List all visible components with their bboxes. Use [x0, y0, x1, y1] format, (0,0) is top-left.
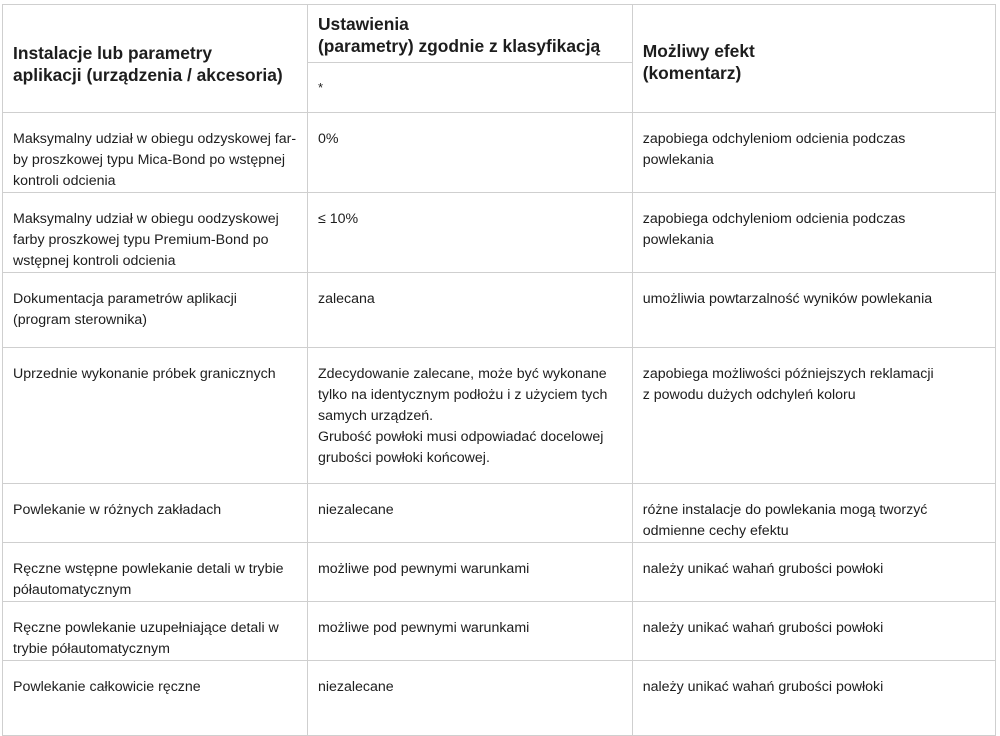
effect-cell — [632, 193, 995, 273]
setting-cell — [307, 193, 632, 273]
cell-line: należy unikać wahań grubości powłoki — [642, 679, 884, 695]
setting-cell — [307, 661, 632, 736]
header-setting-line: Ustawienia — [317, 14, 409, 34]
header-row-top — [3, 5, 996, 63]
param-cell — [3, 661, 308, 736]
header-effect-line: (komentarz) — [642, 62, 742, 83]
header-param-line: Instalacje lub parametry — [13, 42, 213, 63]
cell-line: z powodu dużych odchyleń koloru — [642, 387, 856, 403]
header-effect — [632, 5, 995, 113]
cell-line: tylko na identycznym podłożu i z użyciem tych — [317, 387, 608, 403]
table-row — [3, 193, 996, 273]
cell-line: różne instalacje do powlekania mogą tworzyć — [642, 502, 928, 518]
setting-cell — [307, 543, 632, 602]
cell-line: by proszkowej typu Mica-Bond po wstępnej — [13, 152, 286, 168]
cell-line: samych urządzeń. — [317, 408, 434, 424]
param-cell — [3, 602, 308, 661]
table-row — [3, 113, 996, 193]
classification-note: * — [317, 80, 324, 95]
header-effect-line: Możliwy efekt — [642, 40, 755, 61]
param-cell — [3, 348, 308, 484]
cell-line: Uprzednie wykonanie próbek granicznych — [13, 366, 276, 382]
table-body — [3, 5, 996, 736]
cell-line: (program sterownika) — [13, 312, 148, 328]
cell-line: zapobiega odchyleniom odcienia podczas — [642, 211, 906, 227]
cell-line: Maksymalny udział w obiegu oodzyskowej — [13, 211, 279, 227]
effect-cell — [632, 602, 995, 661]
cell-line: kontroli odcienia — [13, 173, 116, 189]
cell-line: możliwe pod pewnymi warunkami — [317, 620, 530, 636]
cell-line: półautomatycznym — [13, 582, 132, 598]
cell-line: farby proszkowej typu Premium-Bond po — [13, 232, 269, 248]
effect-cell — [632, 113, 995, 193]
effect-cell — [632, 484, 995, 543]
cell-line: Zdecydowanie zalecane, może być wykonane — [317, 366, 607, 382]
header-param — [3, 5, 308, 113]
setting-cell — [307, 348, 632, 484]
cell-line: Ręczne wstępne powlekanie detali w trybie — [13, 561, 284, 577]
cell-line: Powlekanie w różnych zakładach — [13, 502, 222, 518]
cell-line: powlekania — [642, 152, 714, 168]
cell-line: należy unikać wahań grubości powłoki — [642, 561, 884, 577]
cell-line: Grubość powłoki musi odpowiadać docelowej — [317, 429, 604, 445]
cell-line: zalecana — [317, 291, 375, 307]
effect-cell — [632, 661, 995, 736]
table-row — [3, 661, 996, 736]
cell-line: zapobiega możliwości późniejszych reklamacji — [642, 366, 934, 382]
param-cell — [3, 484, 308, 543]
effect-cell — [632, 348, 995, 484]
setting-cell — [307, 113, 632, 193]
cell-line: trybie półautomatycznym — [13, 641, 170, 657]
cell-line: odmienne cechy efektu — [642, 523, 789, 539]
cell-line: grubości powłoki końcowej. — [317, 450, 490, 466]
cell-line: zapobiega odchyleniom odcienia podczas — [642, 131, 906, 147]
param-cell — [3, 273, 308, 348]
param-cell — [3, 543, 308, 602]
cell-line: 0% — [317, 131, 339, 147]
settings-table — [2, 4, 996, 736]
param-cell — [3, 193, 308, 273]
table-row — [3, 484, 996, 543]
cell-line: Dokumentacja parametrów aplikacji — [13, 291, 237, 307]
header-param-line: aplikacji (urządzenia / akcesoria) — [13, 64, 283, 85]
setting-cell — [307, 602, 632, 661]
header-setting-line: (parametry) zgodnie z klasyfikacją — [317, 36, 601, 56]
cell-line: wstępnej kontroli odcienia — [13, 253, 176, 269]
cell-line: Maksymalny udział w obiegu odzyskowej far- — [13, 131, 297, 147]
setting-cell — [307, 273, 632, 348]
cell-line: możliwe pod pewnymi warunkami — [317, 561, 530, 577]
header-setting — [307, 5, 632, 63]
table-row — [3, 273, 996, 348]
cell-line: należy unikać wahań grubości powłoki — [642, 620, 884, 636]
setting-cell — [307, 484, 632, 543]
cell-line: ≤ 10% — [317, 211, 359, 227]
cell-line: umożliwia powtarzalność wyników powlekania — [642, 291, 933, 307]
header-setting-note — [307, 63, 632, 113]
effect-cell — [632, 273, 995, 348]
cell-line: niezalecane — [317, 502, 394, 518]
table-row — [3, 348, 996, 484]
cell-line: Ręczne powlekanie uzupełniające detali w — [13, 620, 279, 636]
cell-line: powlekania — [642, 232, 714, 248]
cell-line: Powlekanie całkowicie ręczne — [13, 679, 201, 695]
param-cell — [3, 113, 308, 193]
table-row — [3, 543, 996, 602]
table-row — [3, 602, 996, 661]
cell-line: niezalecane — [317, 679, 394, 695]
effect-cell — [632, 543, 995, 602]
